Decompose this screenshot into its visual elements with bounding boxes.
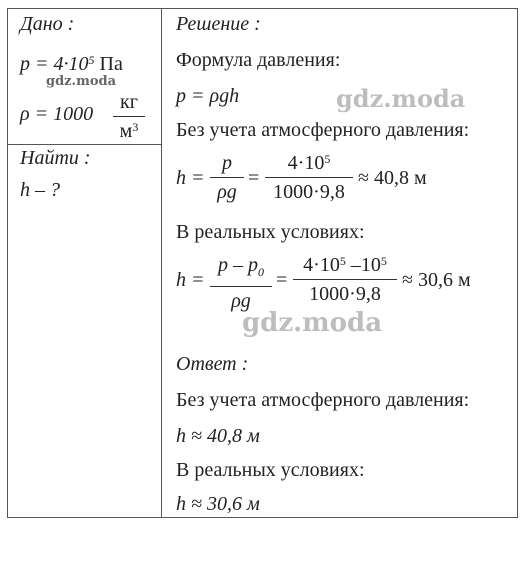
case2-lhs: h = (176, 269, 205, 291)
watermark: gdz.moda (242, 308, 383, 338)
column-divider (161, 8, 162, 518)
case1-result: ≈ 40,8 м (358, 167, 427, 189)
case1-fraction-2: $4\cdot 10^5$ 1000·9,8 (265, 151, 353, 204)
formula: p = ρgh (176, 85, 240, 107)
given-header: Дано : (20, 13, 75, 35)
case2-fraction-2: $4\cdot 10^5$ $-10^5$ 1000·9,8 (293, 253, 397, 306)
case1-fraction-1: p ρg (210, 151, 244, 204)
case2-label: В реальных условиях: (176, 221, 365, 243)
density-unit-fraction: кг $м^3$ (113, 90, 145, 143)
watermark: gdz.moda (46, 74, 117, 89)
case1-equals: = (248, 167, 260, 189)
find-item: h – ? (20, 179, 60, 201)
case1-lhs: h = (176, 167, 205, 189)
case1-label: Без учета атмосферного давления: (176, 119, 470, 141)
answer-case2-value: h ≈ 30,6 м (176, 493, 260, 515)
solution-header: Решение : (176, 13, 261, 35)
case2-equals: = (276, 269, 288, 291)
case2-result: ≈ 30,6 м (402, 269, 471, 291)
given-density: ρ = 1000 (20, 103, 94, 125)
given-find-divider (7, 144, 162, 145)
answer-case1-label: Без учета атмосферного давления: (176, 389, 470, 411)
answer-case2-label: В реальных условиях: (176, 459, 365, 481)
formula-label: Формула давления: (176, 49, 341, 71)
answer-header: Ответ : (176, 353, 249, 375)
answer-case1-value: h ≈ 40,8 м (176, 425, 260, 447)
given-pressure: $p = 4\cdot 10^5$ Па (20, 53, 123, 75)
find-header: Найти : (20, 147, 91, 169)
watermark: gdz.moda (336, 84, 466, 113)
case2-fraction-1: p – $p_0$ ρg (210, 253, 272, 313)
